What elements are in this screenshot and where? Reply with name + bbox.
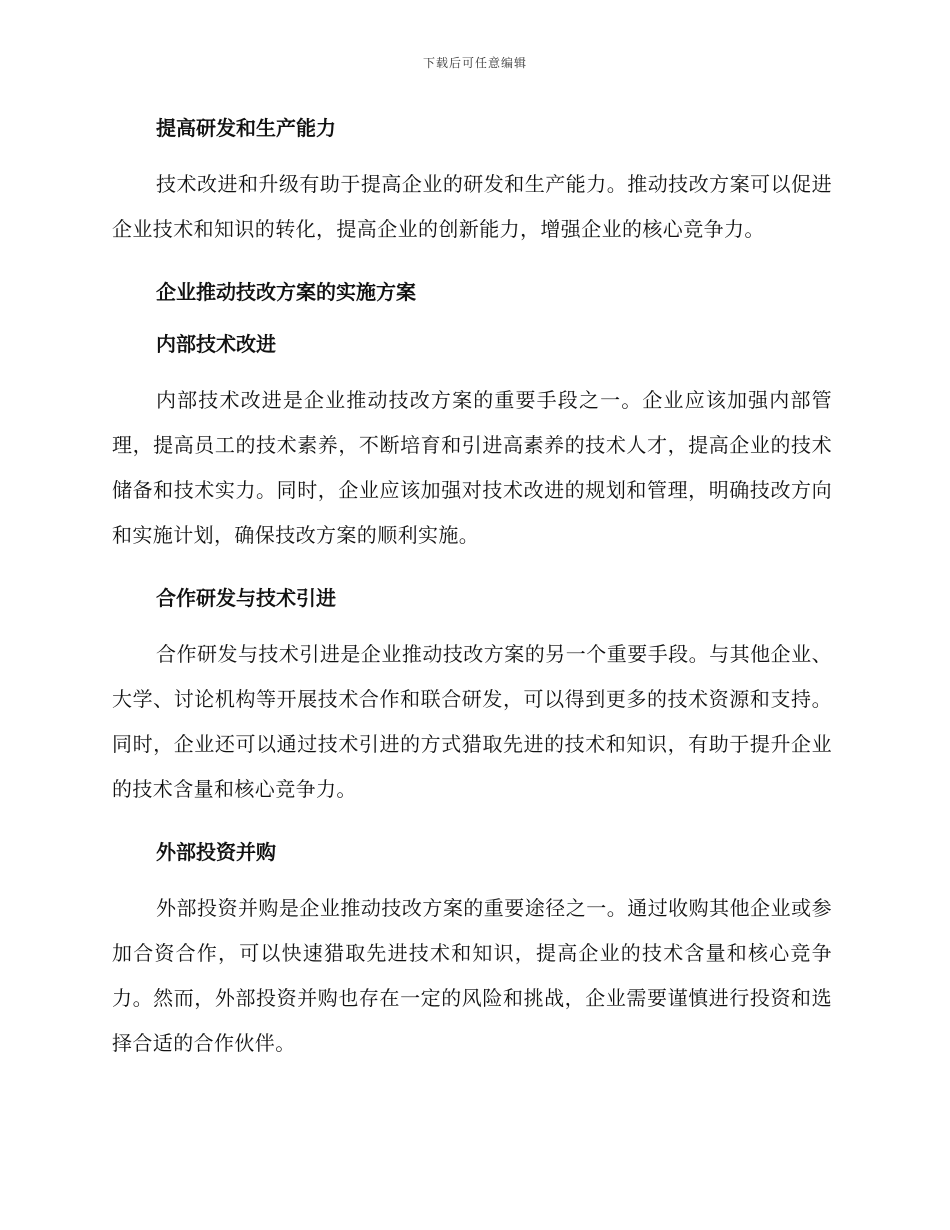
paragraph-external-investment: 外部投资并购是企业推动技改方案的重要途径之一。通过收购其他企业或参加合资合作，可以快速猎取先进技术和知识，提高企业的技术含量和核心竞争力。然而，外部投资并购也存在一定的风险和挑战，企业需要谨慎进行投资和选择合适的合作伙伴。	[112, 896, 832, 1055]
paragraph-internal-improvement: 内部技术改进是企业推动技改方案的重要手段之一。企业应该加强内部管理，提高员工的技术素养，不断培育和引进高素养的技术人才，提高企业的技术储备和技术实力。同时，企业应该加强对技术改进的规划和管理，明确技改方向和实施计划，确保技改方案的顺利实施。	[112, 388, 832, 547]
section-heading-implementation-plan: 企业推动技改方案的实施方案	[156, 280, 416, 304]
section-heading-cooperation: 合作研发与技术引进	[156, 586, 336, 610]
paragraph-rd-capacity: 技术改进和升级有助于提高企业的研发和生产能力。推动技改方案可以促进企业技术和知识的转化，提高企业的创新能力，增强企业的核心竞争力。	[112, 172, 832, 241]
document-body	[112, 110, 832, 1088]
section-heading-internal-improvement: 内部技术改进	[156, 332, 276, 356]
paragraph-cooperation: 合作研发与技术引进是企业推动技改方案的另一个重要手段。与其他企业、大学、讨论机构等开展技术合作和联合研发，可以得到更多的技术资源和支持。同时，企业还可以通过技术引进的方式猎取先进的技术和知识，有助于提升企业的技术含量和核心竞争力。	[112, 642, 832, 801]
header-note: 下载后可任意编辑	[422, 56, 527, 70]
section-heading-external-investment: 外部投资并购	[156, 840, 276, 864]
section-heading-rd-capacity: 提高研发和生产能力	[156, 116, 336, 140]
